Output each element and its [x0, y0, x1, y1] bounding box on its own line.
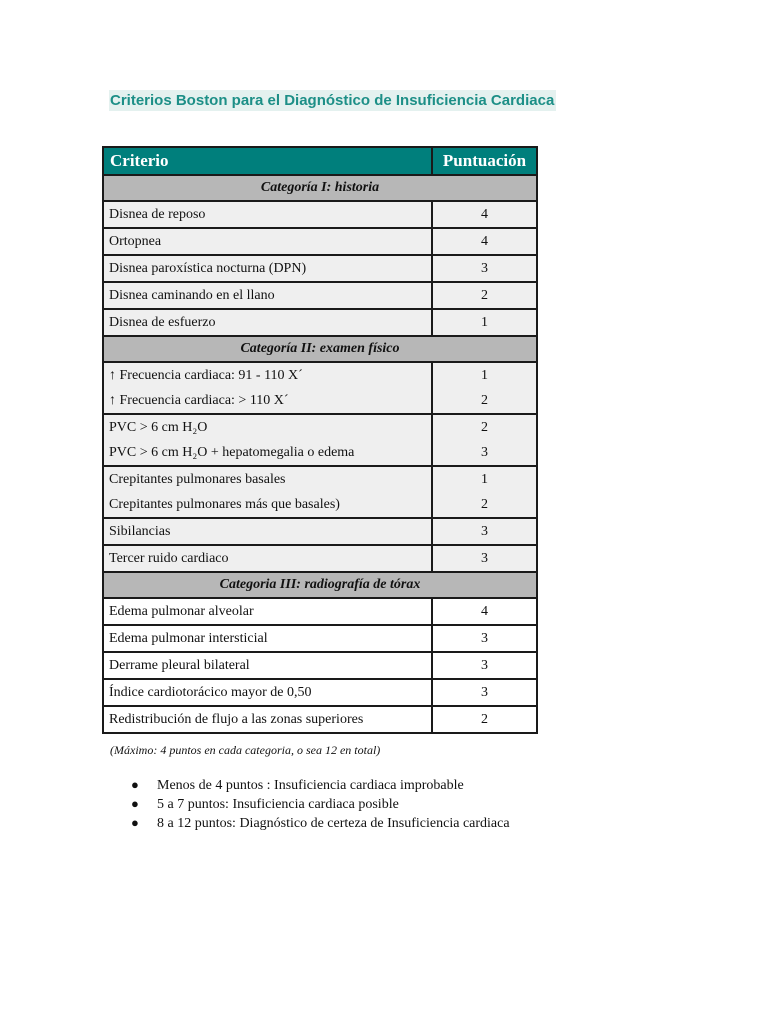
score-text: 1 — [481, 472, 488, 487]
document-title: Criterios Boston para el Diagnóstico de Insuficiencia Cardiaca — [110, 92, 555, 109]
criterion-cell — [103, 228, 432, 255]
score-text: 2 — [481, 497, 488, 512]
table-header-row — [103, 147, 537, 175]
score-text: 3 — [481, 445, 488, 460]
list-item-text: 8 a 12 puntos: Diagnóstico de certeza de Insuficiencia cardiaca — [157, 816, 510, 831]
criterion-text: Sibilancias — [109, 524, 171, 539]
table-row — [103, 282, 537, 309]
criterion-cell — [103, 598, 432, 625]
criterion-text: Disnea de reposo — [109, 207, 206, 222]
criterion-text: ↑ Frecuencia cardiaca: 91 - 110 X´ — [109, 368, 303, 383]
score-text: 3 — [481, 685, 488, 700]
category-row — [103, 572, 537, 598]
criterion-cell — [103, 545, 432, 572]
criterion-cell — [103, 679, 432, 706]
category-row — [103, 336, 537, 362]
table-row — [103, 679, 537, 706]
category-label: Categoria III: radiografía de tórax — [103, 572, 537, 598]
score-cell — [432, 414, 537, 466]
criterion-cell — [103, 414, 432, 466]
score-text: 2 — [481, 288, 488, 303]
score-cell — [432, 282, 537, 309]
criterion-cell — [103, 466, 432, 518]
score-cell — [432, 201, 537, 228]
interpretation-list — [131, 775, 510, 832]
score-cell — [432, 228, 537, 255]
table-row — [103, 625, 537, 652]
category-row — [103, 175, 537, 201]
score-text: 4 — [481, 207, 488, 222]
header-criterion: Criterio — [103, 147, 432, 175]
score-text: 2 — [481, 393, 488, 408]
score-text: 2 — [481, 712, 488, 727]
score-text: 3 — [481, 658, 488, 673]
table-row — [103, 201, 537, 228]
score-text: 1 — [481, 368, 488, 383]
table-row — [103, 518, 537, 545]
criterion-cell — [103, 518, 432, 545]
criterion-cell — [103, 706, 432, 733]
criterion-text: ↑ Frecuencia cardiaca: > 110 X´ — [109, 393, 289, 408]
table-row — [103, 598, 537, 625]
criterion-text: Disnea paroxística nocturna (DPN) — [109, 261, 307, 276]
score-cell — [432, 625, 537, 652]
criterion-text: Tercer ruido cardiaco — [109, 551, 229, 566]
table-row — [103, 706, 537, 733]
list-item — [131, 813, 510, 832]
table-row — [103, 362, 537, 414]
criterion-cell — [103, 309, 432, 336]
score-cell — [432, 545, 537, 572]
table-row — [103, 228, 537, 255]
table-row — [103, 414, 537, 466]
criterion-cell — [103, 652, 432, 679]
criteria-table — [102, 146, 538, 734]
max-points-note: (Máximo: 4 puntos en cada categoria, o sea 12 en total) — [110, 743, 381, 757]
score-cell — [432, 518, 537, 545]
category-label: Categoría I: historia — [103, 175, 537, 201]
bullet-icon: ● — [131, 796, 139, 811]
criterion-cell — [103, 625, 432, 652]
criterion-text: Crepitantes pulmonares basales — [109, 472, 286, 487]
score-cell — [432, 652, 537, 679]
score-text: 4 — [481, 234, 488, 249]
category-label: Categoría II: examen físico — [103, 336, 537, 362]
criterion-text: Ortopnea — [109, 234, 162, 249]
score-text: 3 — [481, 551, 488, 566]
score-text: 2 — [481, 420, 488, 435]
table-row — [103, 545, 537, 572]
criterion-text: PVC > 6 cm H₂O — [109, 420, 208, 435]
score-text: 4 — [481, 604, 488, 619]
bullet-icon: ● — [131, 777, 139, 792]
score-cell — [432, 255, 537, 282]
list-item — [131, 794, 510, 813]
score-text: 3 — [481, 631, 488, 646]
score-cell — [432, 706, 537, 733]
criterion-text: Derrame pleural bilateral — [109, 658, 250, 673]
score-cell — [432, 362, 537, 414]
criterion-cell — [103, 362, 432, 414]
criterion-text: Crepitantes pulmonares más que basales) — [109, 497, 340, 512]
list-item-text: 5 a 7 puntos: Insuficiencia cardiaca posible — [157, 797, 399, 812]
table-row — [103, 309, 537, 336]
score-cell — [432, 309, 537, 336]
header-score: Puntuación — [432, 147, 537, 175]
table-row — [103, 255, 537, 282]
criterion-cell — [103, 255, 432, 282]
criterion-text: Redistribución de flujo a las zonas superiores — [109, 712, 364, 727]
criterion-text: Edema pulmonar alveolar — [109, 604, 254, 619]
criterion-text: PVC > 6 cm H₂O + hepatomegalia o edema — [109, 445, 355, 460]
criterion-cell — [103, 201, 432, 228]
bullet-icon: ● — [131, 815, 139, 830]
criterion-text: Disnea de esfuerzo — [109, 315, 216, 330]
list-item-text: Menos de 4 puntos : Insuficiencia cardiaca improbable — [157, 778, 464, 793]
criterion-text: Disnea caminando en el llano — [109, 288, 275, 303]
list-item — [131, 775, 510, 794]
table-row — [103, 466, 537, 518]
criterion-text: Edema pulmonar intersticial — [109, 631, 268, 646]
criterion-text: Índice cardiotorácico mayor de 0,50 — [109, 685, 312, 700]
score-text: 1 — [481, 315, 488, 330]
score-text: 3 — [481, 524, 488, 539]
score-cell — [432, 466, 537, 518]
score-text: 3 — [481, 261, 488, 276]
score-cell — [432, 679, 537, 706]
score-cell — [432, 598, 537, 625]
criterion-cell — [103, 282, 432, 309]
table-row — [103, 652, 537, 679]
